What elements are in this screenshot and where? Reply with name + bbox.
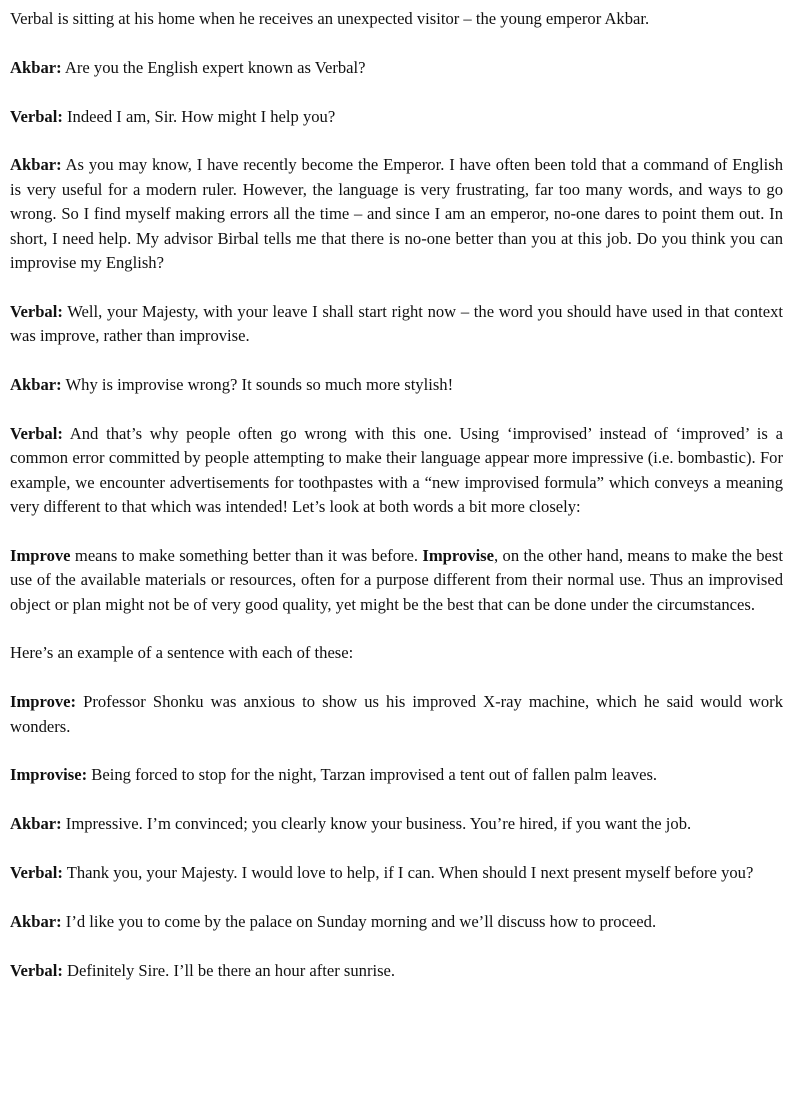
speaker-label: Akbar: (10, 911, 62, 931)
speaker-label: Akbar: (10, 814, 62, 834)
example-label: Improvise: (10, 765, 88, 785)
dialogue-text: Are you the English expert known as Verbal? (61, 57, 366, 77)
paragraph-text: Here’s an example of a sentence with each of these: (10, 643, 354, 663)
intro-paragraph (10, 7, 783, 31)
dialogue-akbar-3 (10, 373, 783, 397)
dialogue-verbal-2 (10, 300, 783, 349)
example-improvise (10, 763, 783, 787)
dialogue-text: I’d like you to come by the palace on Sunday morning and we’ll discuss how to proceed. (61, 911, 657, 931)
speaker-label: Verbal: (10, 863, 63, 883)
dialogue-text: As you may know, I have recently become the Emperor. I have often been told that a command of English is very useful for a modern ruler. However, the language is very frustrating, far too many words, and ways to go wrong. So I find myself making errors all the time – and since I am an emperor, no-one dares to point them out. In short, I need help. My advisor Birbal tells me that there is no-one better than you at this job. Do you think you can improvise my English? (10, 155, 783, 273)
dialogue-text: Indeed I am, Sir. How might I help you? (62, 106, 336, 126)
speaker-label: Akbar: (10, 375, 62, 395)
dialogue-text: Well, your Majesty, with your leave I shall start right now – the word you should have used in that context was improve, rather than improvise. (10, 301, 783, 346)
dialogue-verbal-4 (10, 861, 783, 885)
speaker-label: Verbal: (10, 423, 63, 443)
dialogue-text: And that’s why people often go wrong with this one. Using ‘improvised’ instead of ‘improved’ is a common error committed by people attempting to make their language appear more impressive (i.e. bombastic). For example, we encounter advertisements for toothpastes with a “new improvised formula” which conveys a meaning very different to that which was intended! Let’s look at both words a bit more closely: (10, 423, 783, 517)
speaker-label: Verbal: (10, 960, 63, 980)
dialogue-akbar-1 (10, 56, 783, 80)
term-improve: Improve (10, 545, 71, 565)
dialogue-akbar-5 (10, 910, 783, 934)
example-intro-paragraph (10, 641, 783, 665)
dialogue-text: Impressive. I’m convinced; you clearly know your business. You’re hired, if you want the job. (61, 814, 692, 834)
dialogue-verbal-3 (10, 422, 783, 520)
example-text: Being forced to stop for the night, Tarzan improvised a tent out of fallen palm leaves. (87, 765, 658, 785)
definition-text: means to make something better than it was before. (70, 545, 423, 565)
example-improve (10, 690, 783, 739)
document-page (10, 7, 783, 983)
term-improvise: Improvise (422, 545, 495, 565)
dialogue-text: Thank you, your Majesty. I would love to help, if I can. When should I next present myself before you? (62, 863, 754, 883)
dialogue-verbal-1 (10, 105, 783, 129)
dialogue-akbar-4 (10, 812, 783, 836)
example-text: Professor Shonku was anxious to show us his improved X-ray machine, which he said would work wonders. (10, 692, 783, 736)
dialogue-akbar-2 (10, 153, 783, 275)
speaker-label: Akbar: (10, 155, 62, 175)
speaker-label: Verbal: (10, 106, 63, 126)
definition-text: , on the other hand, means to make the best use of the available materials or resources, often for a purpose different from their normal use. Thus an improvised object or plan might not be of very good quality, yet might be the best that can be done under the circumstances. (10, 545, 783, 614)
dialogue-text: Why is improvise wrong? It sounds so much more stylish! (61, 375, 454, 395)
paragraph-text: Verbal is sitting at his home when he receives an unexpected visitor – the young emperor Akbar. (10, 9, 650, 28)
definitions-paragraph (10, 544, 783, 617)
dialogue-text: Definitely Sire. I’ll be there an hour after sunrise. (62, 960, 396, 980)
speaker-label: Verbal: (10, 301, 63, 321)
example-label: Improve: (10, 692, 77, 712)
speaker-label: Akbar: (10, 57, 62, 77)
dialogue-verbal-5 (10, 959, 783, 983)
